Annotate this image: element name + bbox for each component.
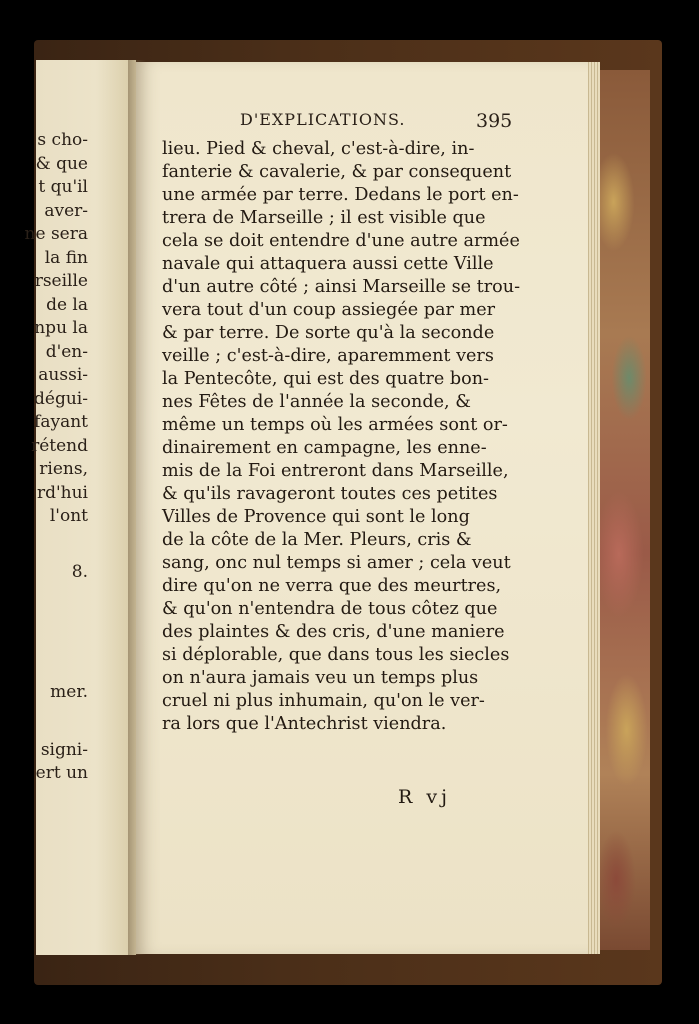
left-page-fragment: rd'hui xyxy=(36,483,88,503)
left-page-fragment: dégui- xyxy=(34,389,88,409)
text-line: cruel ni plus inhumain, qu'on le ver- xyxy=(162,691,485,711)
text-line: & qu'ils ravageront toutes ces petites xyxy=(162,484,498,504)
left-page-fragment: fayant xyxy=(34,412,88,432)
text-line: d'un autre côté ; ainsi Marseille se trou- xyxy=(162,277,521,297)
left-page-fragment: riens, xyxy=(39,459,88,479)
text-line: mis de la Foi entreront dans Marseille, xyxy=(162,461,509,481)
text-line: la Pentecôte, qui est des quatre bon- xyxy=(162,369,490,389)
left-page-fragment: ert un xyxy=(35,763,88,783)
left-page-fragment: ne sera xyxy=(24,224,88,244)
left-page-fragment: & que xyxy=(35,154,88,174)
text-line: dinairement en campagne, les enne- xyxy=(162,438,487,458)
left-page-fragment: t qu'il xyxy=(38,177,88,197)
text-line: sang, onc nul temps si amer ; cela veut xyxy=(162,553,511,573)
text-line: navale qui attaquera aussi cette Ville xyxy=(162,254,494,274)
left-page-fragment: 8. xyxy=(71,562,88,582)
text-line: une armée par terre. Dedans le port en- xyxy=(162,185,519,205)
text-line: Villes de Provence qui sont le long xyxy=(162,507,470,527)
left-page-fragment: aussi- xyxy=(38,365,88,385)
left-page-fragment: d'en- xyxy=(45,342,88,362)
text-line: vera tout d'un coup assiegée par mer xyxy=(162,300,496,320)
marbled-fore-edge xyxy=(596,70,650,950)
left-page-fragment: mer. xyxy=(50,682,88,702)
left-page-fragment: de la xyxy=(46,295,88,315)
page-edges xyxy=(586,62,600,954)
signature-mark: R vj xyxy=(398,786,451,808)
left-page-fragment: rseille xyxy=(34,271,88,291)
text-line: cela se doit entendre d'une autre armée xyxy=(162,231,520,251)
text-line: fanterie & cavalerie, & par consequent xyxy=(162,162,512,182)
page-number: 395 xyxy=(476,110,513,132)
text-line: de la côte de la Mer. Pleurs, cris & xyxy=(162,530,472,550)
left-page-fragment: s cho- xyxy=(37,130,88,150)
text-line: ra lors que l'Antechrist viendra. xyxy=(162,714,447,734)
left-page-fragment: la fin xyxy=(44,248,88,268)
text-line: même un temps où les armées sont or- xyxy=(162,415,508,435)
text-line: dire qu'on ne verra que des meurtres, xyxy=(162,576,502,596)
left-page-fragment: rétend xyxy=(31,436,88,456)
text-line: veille ; c'est-à-dire, aparemment vers xyxy=(162,346,494,366)
text-line: on n'aura jamais veu un temps plus xyxy=(162,668,479,688)
text-line: trera de Marseille ; il est visible que xyxy=(162,208,486,228)
text-line: lieu. Pied & cheval, c'est-à-dire, in- xyxy=(162,139,475,159)
left-page xyxy=(24,60,136,955)
running-head: D'EXPLICATIONS. xyxy=(240,110,406,129)
left-page-fragment: l'ont xyxy=(49,506,88,526)
left-page-fragment: npu la xyxy=(34,318,88,338)
text-line: des plaintes & des cris, d'une maniere xyxy=(162,622,505,642)
text-line: nes Fêtes de l'année la seconde, & xyxy=(162,392,471,412)
text-line: & qu'on n'entendra de tous côtez que xyxy=(162,599,498,619)
text-line: si déplorable, que dans tous les siecles xyxy=(162,645,510,665)
left-page-fragment: aver- xyxy=(44,201,88,221)
left-page-fragment: signi- xyxy=(40,740,88,760)
text-line: & par terre. De sorte qu'à la seconde xyxy=(162,323,495,343)
